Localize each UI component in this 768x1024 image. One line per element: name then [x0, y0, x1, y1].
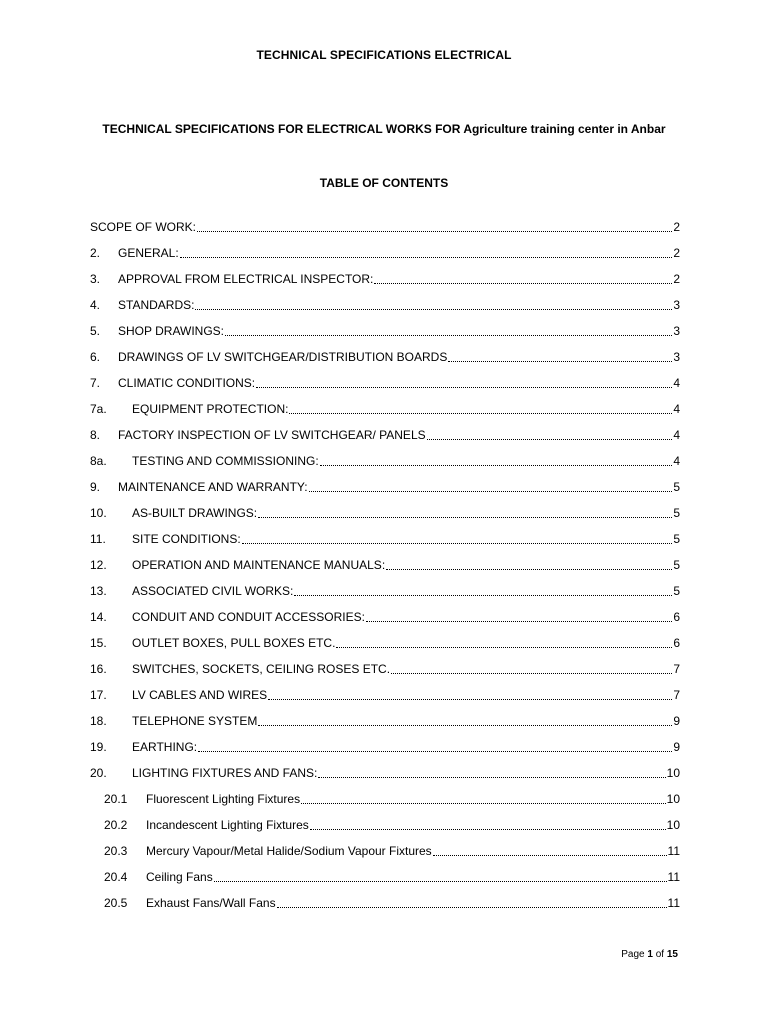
- toc-dot-leader: [448, 347, 672, 362]
- toc-dot-leader: [242, 529, 673, 544]
- toc-entry-label: SITE CONDITIONS:: [132, 532, 241, 546]
- toc-entry-page: 6: [673, 636, 680, 650]
- toc-dot-leader: [336, 633, 672, 648]
- toc-entry-page: 9: [673, 740, 680, 754]
- toc-entry-number: 7.: [90, 376, 101, 390]
- toc-entry[interactable]: [90, 396, 680, 422]
- toc-entry[interactable]: [90, 604, 680, 630]
- toc-entry-label: Exhaust Fans/Wall Fans: [146, 896, 276, 910]
- toc-entry-number: 12.: [90, 558, 107, 572]
- toc-entry[interactable]: [104, 786, 680, 812]
- toc-entry[interactable]: [90, 214, 680, 240]
- toc-entry-number: 20.: [90, 766, 107, 780]
- toc-entry[interactable]: [90, 578, 680, 604]
- toc-entry-number: 7a.: [90, 402, 107, 416]
- toc-entry[interactable]: [90, 422, 680, 448]
- toc-entry[interactable]: [90, 240, 680, 266]
- toc-entry-number: 4.: [90, 298, 101, 312]
- toc-entry-number: 20.5: [104, 896, 128, 910]
- toc-entry-number: 15.: [90, 636, 107, 650]
- table-of-contents: [90, 214, 680, 916]
- toc-entry-number: 20.4: [104, 870, 128, 884]
- toc-dot-leader: [197, 217, 672, 232]
- toc-entry-label: EARTHING:: [132, 740, 198, 754]
- toc-entry-number: 19.: [90, 740, 107, 754]
- toc-dot-leader: [268, 685, 672, 700]
- toc-entry-label: DRAWINGS OF LV SWITCHGEAR/DISTRIBUTION BOARDS: [118, 350, 448, 364]
- toc-entry-page: 5: [673, 532, 680, 546]
- toc-entry-page: 3: [673, 298, 680, 312]
- toc-entry[interactable]: [90, 266, 680, 292]
- toc-entry-page: 6: [673, 610, 680, 624]
- toc-entry[interactable]: [104, 838, 680, 864]
- toc-entry-label: LIGHTING FIXTURES AND FANS:: [132, 766, 318, 780]
- toc-entry-number: 20.2: [104, 818, 128, 832]
- toc-dot-leader: [309, 477, 673, 492]
- toc-entry[interactable]: [90, 526, 680, 552]
- toc-dot-leader: [294, 581, 672, 596]
- toc-entry-label: STANDARDS:: [118, 298, 195, 312]
- toc-entry[interactable]: [90, 656, 680, 682]
- toc-entry-number: 14.: [90, 610, 107, 624]
- toc-entry-page: 4: [673, 376, 680, 390]
- toc-entry-label: FACTORY INSPECTION OF LV SWITCHGEAR/ PANELS: [118, 428, 426, 442]
- page-number-footer: [621, 949, 678, 960]
- toc-entry-label: CLIMATIC CONDITIONS:: [118, 376, 256, 390]
- toc-entry-page: 2: [673, 220, 680, 234]
- toc-entry-label: EQUIPMENT PROTECTION:: [132, 402, 289, 416]
- toc-entry-page: 10: [666, 792, 680, 806]
- toc-entry[interactable]: [90, 318, 680, 344]
- toc-dot-leader: [301, 789, 666, 804]
- toc-entry-page: 9: [673, 714, 680, 728]
- toc-entry[interactable]: [104, 812, 680, 838]
- toc-entry-page: 3: [673, 350, 680, 364]
- toc-entry-label: ASSOCIATED CIVIL WORKS:: [132, 584, 294, 598]
- toc-entry[interactable]: [90, 292, 680, 318]
- toc-entry-label: Fluorescent Lighting Fixtures: [146, 792, 301, 806]
- toc-entry-page: 5: [673, 480, 680, 494]
- toc-dot-leader: [225, 321, 672, 336]
- toc-entry[interactable]: [90, 760, 680, 786]
- toc-entry[interactable]: [90, 370, 680, 396]
- toc-heading: TABLE OF CONTENTS: [319, 176, 449, 190]
- toc-entry-number: 11.: [90, 532, 106, 546]
- toc-entry-page: 10: [666, 766, 680, 780]
- toc-entry-number: 13.: [90, 584, 107, 598]
- toc-dot-leader: [320, 451, 673, 466]
- toc-dot-leader: [198, 737, 672, 752]
- toc-entry-number: 9.: [90, 480, 101, 494]
- toc-dot-leader: [258, 711, 672, 726]
- toc-dot-leader: [256, 373, 672, 388]
- toc-entry[interactable]: [104, 864, 680, 890]
- header-title: TECHNICAL SPECIFICATIONS ELECTRICAL: [256, 48, 512, 62]
- toc-entry-label: Incandescent Lighting Fixtures: [146, 818, 309, 832]
- toc-dot-leader: [310, 815, 666, 830]
- toc-entry-page: 5: [673, 558, 680, 572]
- toc-entry-label: Ceiling Fans: [146, 870, 213, 884]
- toc-entry[interactable]: [104, 890, 680, 916]
- toc-entry-label: MAINTENANCE AND WARRANTY:: [118, 480, 308, 494]
- footer-of-word: of: [655, 949, 665, 960]
- toc-entry-page: 11: [667, 896, 680, 910]
- toc-dot-leader: [366, 607, 672, 622]
- toc-entry-number: 8a.: [90, 454, 107, 468]
- toc-entry-number: 20.3: [104, 844, 128, 858]
- toc-entry-number: 18.: [90, 714, 107, 728]
- document-title: TECHNICAL SPECIFICATIONS FOR ELECTRICAL WORKS FOR Agriculture training center in Anbar: [102, 122, 666, 136]
- toc-dot-leader: [214, 867, 667, 882]
- toc-entry-page: 4: [673, 428, 680, 442]
- toc-entry-number: 10.: [90, 506, 107, 520]
- toc-entry-label: SCOPE OF WORK:: [90, 220, 197, 234]
- toc-entry-page: 5: [673, 506, 680, 520]
- toc-entry-page: 7: [673, 662, 680, 676]
- toc-dot-leader: [386, 555, 672, 570]
- toc-entry-label: TESTING AND COMMISSIONING:: [132, 454, 319, 468]
- toc-entry-page: 11: [667, 844, 680, 858]
- toc-entry-label: GENERAL:: [118, 246, 179, 260]
- toc-entry-page: 2: [673, 272, 680, 286]
- toc-entry-label: AS-BUILT DRAWINGS:: [132, 506, 258, 520]
- toc-dot-leader: [433, 841, 667, 856]
- toc-entry-label: SWITCHES, SOCKETS, CEILING ROSES ETC.: [132, 662, 391, 676]
- toc-entry[interactable]: [90, 630, 680, 656]
- toc-dot-leader: [318, 763, 665, 778]
- toc-entry-number: 3.: [90, 272, 101, 286]
- toc-dot-leader: [277, 893, 667, 908]
- toc-entry[interactable]: [90, 734, 680, 760]
- toc-entry-label: CONDUIT AND CONDUIT ACCESSORIES:: [132, 610, 365, 624]
- toc-entry-number: 8.: [90, 428, 101, 442]
- footer-total-pages: 15: [666, 949, 678, 960]
- toc-dot-leader: [374, 269, 672, 284]
- toc-dot-leader: [258, 503, 672, 518]
- toc-entry-page: 4: [673, 402, 680, 416]
- toc-entry-label: OUTLET BOXES, PULL BOXES ETC.: [132, 636, 336, 650]
- footer-page-word: Page: [621, 949, 645, 960]
- toc-entry[interactable]: [90, 344, 680, 370]
- toc-entry-page: 3: [673, 324, 680, 338]
- toc-entry-number: 16.: [90, 662, 107, 676]
- toc-dot-leader: [195, 295, 672, 310]
- toc-entry-page: 10: [666, 818, 680, 832]
- toc-entry-number: 2.: [90, 246, 101, 260]
- toc-entry-number: 6.: [90, 350, 101, 364]
- toc-entry-page: 4: [673, 454, 680, 468]
- footer-current-page: 1: [647, 949, 653, 960]
- toc-entry-page: 11: [667, 870, 680, 884]
- toc-entry-number: 5.: [90, 324, 101, 338]
- toc-dot-leader: [427, 425, 673, 440]
- toc-dot-leader: [391, 659, 672, 674]
- toc-dot-leader: [289, 399, 672, 414]
- toc-entry-page: 7: [673, 688, 680, 702]
- toc-entry[interactable]: [90, 682, 680, 708]
- toc-dot-leader: [180, 243, 673, 258]
- toc-entry-label: SHOP DRAWINGS:: [118, 324, 225, 338]
- toc-entry[interactable]: [90, 474, 680, 500]
- toc-entry-number: 17.: [90, 688, 107, 702]
- toc-entry[interactable]: [90, 500, 680, 526]
- toc-entry-label: LV CABLES AND WIRES: [132, 688, 268, 702]
- toc-entry[interactable]: [90, 708, 680, 734]
- toc-entry[interactable]: [90, 448, 680, 474]
- toc-entry-number: 20.1: [104, 792, 128, 806]
- toc-entry-label: TELEPHONE SYSTEM: [132, 714, 258, 728]
- toc-entry-page: 2: [673, 246, 680, 260]
- toc-entry-label: OPERATION AND MAINTENANCE MANUALS:: [132, 558, 386, 572]
- toc-entry-label: APPROVAL FROM ELECTRICAL INSPECTOR:: [118, 272, 374, 286]
- toc-entry-label: Mercury Vapour/Metal Halide/Sodium Vapour Fixtures: [146, 844, 432, 858]
- toc-entry-page: 5: [673, 584, 680, 598]
- toc-entry[interactable]: [90, 552, 680, 578]
